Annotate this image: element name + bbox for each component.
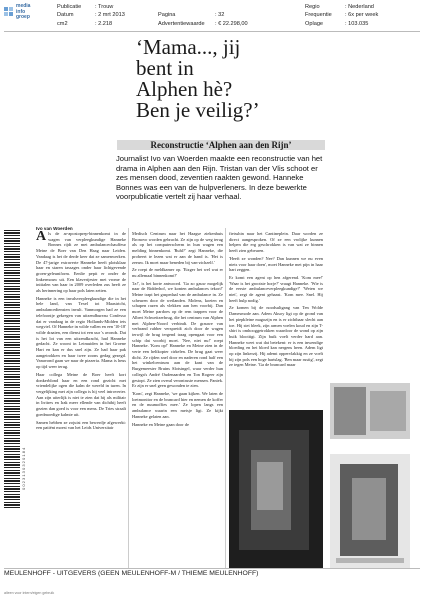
footer-divider <box>4 568 420 569</box>
logo-text: media info groep <box>16 3 31 20</box>
meta-column-publication <box>57 3 125 28</box>
meta-label-cm2: cm2 <box>57 20 68 27</box>
paragraph: Hanneke is een invalsverpleegkundige die in het hele land, van Texel tot Maastricht, ambulancediensten invult. Vanmorgen had ze een telefoontje gekregen van uitzendbureau Confesso dat er vandaag in de regio Hollands-Midden iets wegviel. Of Hanneke in wilde vallen en een '10-18' wilde draaien, een dienst tot een uur 's avonds. Dat is het lot van een uitzendkracht, had Hanneke gedacht. Ze woont in Leimuiden in het Groene Hart en kan er dus snel zijn. Ze had haar pak aangetrokken en haar twee zoons gedag gezegd. Vanavond gaan we naar de pizzeria. Mama is heus op tijd weer terug. <box>36 295 126 370</box>
paragraph: 'Heeft ze wonden? Nee? Dan kunnen we nu even niets voor haar doen', moet Hanneke met pijn in haar hart zeggen. <box>229 255 323 273</box>
header-divider <box>4 31 420 32</box>
article-headline <box>136 37 326 121</box>
section-kicker: Reconstructie ‘Alphen aan den Rijn’ <box>117 140 325 150</box>
article-column-2 <box>132 231 223 429</box>
paragraph: Ze komen bij de noodsultgang van Ten Wolde Damesmode aan. Adem Aksoy ligt op de grond van het piepkleine magozijn en is er zichtbaar slecht aan toe. Hij stet bleek, zijn armen voelen koud en zijn T-shirt is omhooggetrokken waardoor de wond op zijn buik bloottigt. Zijn buik voelt verder hard aan. Hanneke weet wat dat betekent: er is een inwendige bloeding en het bloed kan nergens heen. Adem ligt op zijn linkerzij. Hij ademt oppervlakkig en ze voelt bij zijn pols een hoge hartslag. 'Ben maar rustig', zegt ze tegen Meine. 'Ga de brancard maar <box>229 305 323 368</box>
headline-line: Alphen hè? <box>136 77 233 101</box>
headline-line: bent in <box>136 56 194 80</box>
paragraph: Medisch Centrum naar het Haagse ziekenhuis Bronovo worden gebracht. Ze zijn op de weg terug als op het computerscherm in hun wagen een melding binnenkomt. 'Ruhl?' zegt Hanneke, die probeert te lezen wat er aan de hand is. 'Het is zeeuw. Ik moet maar beneden bij van-zichzelf.' <box>132 231 223 265</box>
meta-value-advertentiewaarde: : € 22.298,00 <box>215 20 248 27</box>
barcode-number: 0 0 2 3 1 3 0 3 2 0 1 8 4 <box>21 447 26 490</box>
barcode-icon <box>4 230 20 510</box>
meta-label-datum: Datum <box>57 12 74 19</box>
meta-label-advertentiewaarde: Advertentiewaarde <box>158 20 205 27</box>
meta-value-pagina: : 32 <box>215 12 225 19</box>
logo-mark-icon <box>4 7 14 17</box>
paragraph: fietsshin naar het Cantineplein. Daar worden ze direct aangesproken. Of ze een vrolijke kunnen helpen die erg geschrokken is van wat ze binnen heeft zien gebeuren. <box>229 231 323 254</box>
article-photo-main <box>229 410 323 568</box>
paragraph: Ze roept de meldkamer op. 'Eizger het wel wat er nu allemaal binnenkomt?' <box>132 267 223 278</box>
article-intro: Journalist Ivo van Woerden maakte een reconstructie van het drama in Alphen aan den Rijn. Tristan van der Vlis schoot er zes mensen dood, zeventien raakten gewond. Hanneke Bonnes was een van de hulpverleners. In deze bewerkte voorpublicatie vertelt zij haar verhaal. <box>116 154 323 202</box>
meta-value-oplage: : 103.035 <box>345 20 369 27</box>
client-footer: MEULENHOFF - UITGEVERS (GEEN MEULENHOFF-M / THIEME MEULENHOFF) <box>4 570 259 577</box>
paragraph: Hanneke en Meine gaan door de <box>132 421 189 427</box>
meta-value-frequentie: : 6x per week <box>345 12 379 19</box>
meta-label-publicatie: Publicatie <box>57 4 82 10</box>
meta-value-cm2: : 2.218 <box>95 20 113 27</box>
dropcap: A <box>36 229 47 244</box>
byline: Ivo van Woerden <box>36 226 73 231</box>
headline-line: ‘Mama..., jij <box>136 35 241 59</box>
paragraph: Samen hebben ze zojuist een bewerdje afgewerkt: een patiënt moest van het Leids Universitair <box>36 419 126 431</box>
headline-line: Ben je veilig?’ <box>136 98 260 122</box>
paragraph: 'Ja!', is het korte antwoord. 'Ga zo gauw mogelijk naar de Ridderhof, we konten ambulances tekort!' Meine trapt het gaspedaal van de ambulance in. Ze scheuren door de weilanden. Molens, koeien en schapen razen als vlekken aan hen voorbij. Dan moet Meine pardoes op de rem trappen voor de Albert Schweitzerbrug, die het centrum van Alphen met Alphen-Noord verbindt. De grauwe van verbrand rubber verspreidt zich door de wagen terwijl de brug tergend traag opengaat voor een schip dat voorbij moet. 'Nee, niet nu!' roept Hanneke. 'Kom op!' Hanneke en Meine zien in de verte een helikopter cirkelen. De brug gaat weer dicht. Ze rijden snel door en naderen rond half een het winkelcentrum aan de kant van de Burgemeester Bruins Slotsingel, waar verder hun collega's André Oudenaarden en Ton Rogeer zijn gestopt. Ze zien overal verontruste mensen. Paniek. Er zijn er snel geen gewonden te zien. <box>132 280 223 389</box>
meta-value-publicatie: : Trouw <box>95 4 114 10</box>
media-info-groep-logo <box>4 4 50 24</box>
meta-column-page <box>158 3 248 28</box>
paragraph: Als de ar-apostoprep-binnenkomt in de wagen van verpleegkundige Hanneke Bonnes rijdt ze met ambulancechauffeur Meine de Boer van Den Haag naar Leiden. Vandaag is het de derde keer dat ze samenwerken. De 47-jarige extraverte Hanneke heeft plotsklaar haar en staren tassages onder haar lichtgevende groen-geleuniform. Eenlie pepit er onder de linkermouw uit. Een klavertjester met vrome de initialen van haar in 2009 overleden zus heeft ze als herinnering op haar pols laten zetten. <box>36 229 126 294</box>
article-photo-tall <box>330 454 410 569</box>
meta-column-region <box>305 3 378 28</box>
meta-value-regio: : Nederland <box>345 4 374 10</box>
paragraph: 'Kom', zegt Hanneke, 'we gaan kijken. We laten de loetmonitor en de brancard hier en nemen de koffer en de nuumoffies mee.' Ze lopen langs een ambulance waarin een meisje ligt. Ze kijkt Hanneke gelaten aan. <box>132 390 223 419</box>
column-divider <box>225 228 226 568</box>
article-column-3 <box>229 231 323 407</box>
meta-value-datum: : 2 mrt 2013 <box>95 12 125 19</box>
meta-label-oplage: Oplage <box>305 20 324 27</box>
meta-label-pagina: Pagina <box>158 12 176 19</box>
paragraph: Haar collega Meine de Boer heeft kort donkerblond haar en een rond gezicht met vriendelijke ogen die kalm de wereld in turen. In vergelijking met zijn collega is hij veel introverter. Aan zijn uiterlijk is niet te zien dat hij als militair in Irritres en Irak meer ellende van dichtbij heeft gezien dan goed is voor een mens. De Tries straalt goedmoedige kalmte uit. <box>36 371 126 417</box>
article-column-1 <box>36 231 126 433</box>
usage-notice: alleen voor intern/eigen gebruik <box>4 591 55 595</box>
column-divider <box>128 228 129 568</box>
meta-label-frequentie: Frequentie <box>305 12 332 19</box>
article-photo-small <box>330 383 410 439</box>
paragraph: Er komt een agent op hen afgerend. 'Kom mee!' 'Waar is het grootste horje?' vraagt Hanneke. 'Wie is de eerste ambulanceverpleegkundige?' 'Weten we niet', zegt de agent gehaast. 'Kom mee. Snel. Hij heeft hulp nodig.' <box>229 274 323 303</box>
meta-label-regio: Regio <box>305 4 320 10</box>
